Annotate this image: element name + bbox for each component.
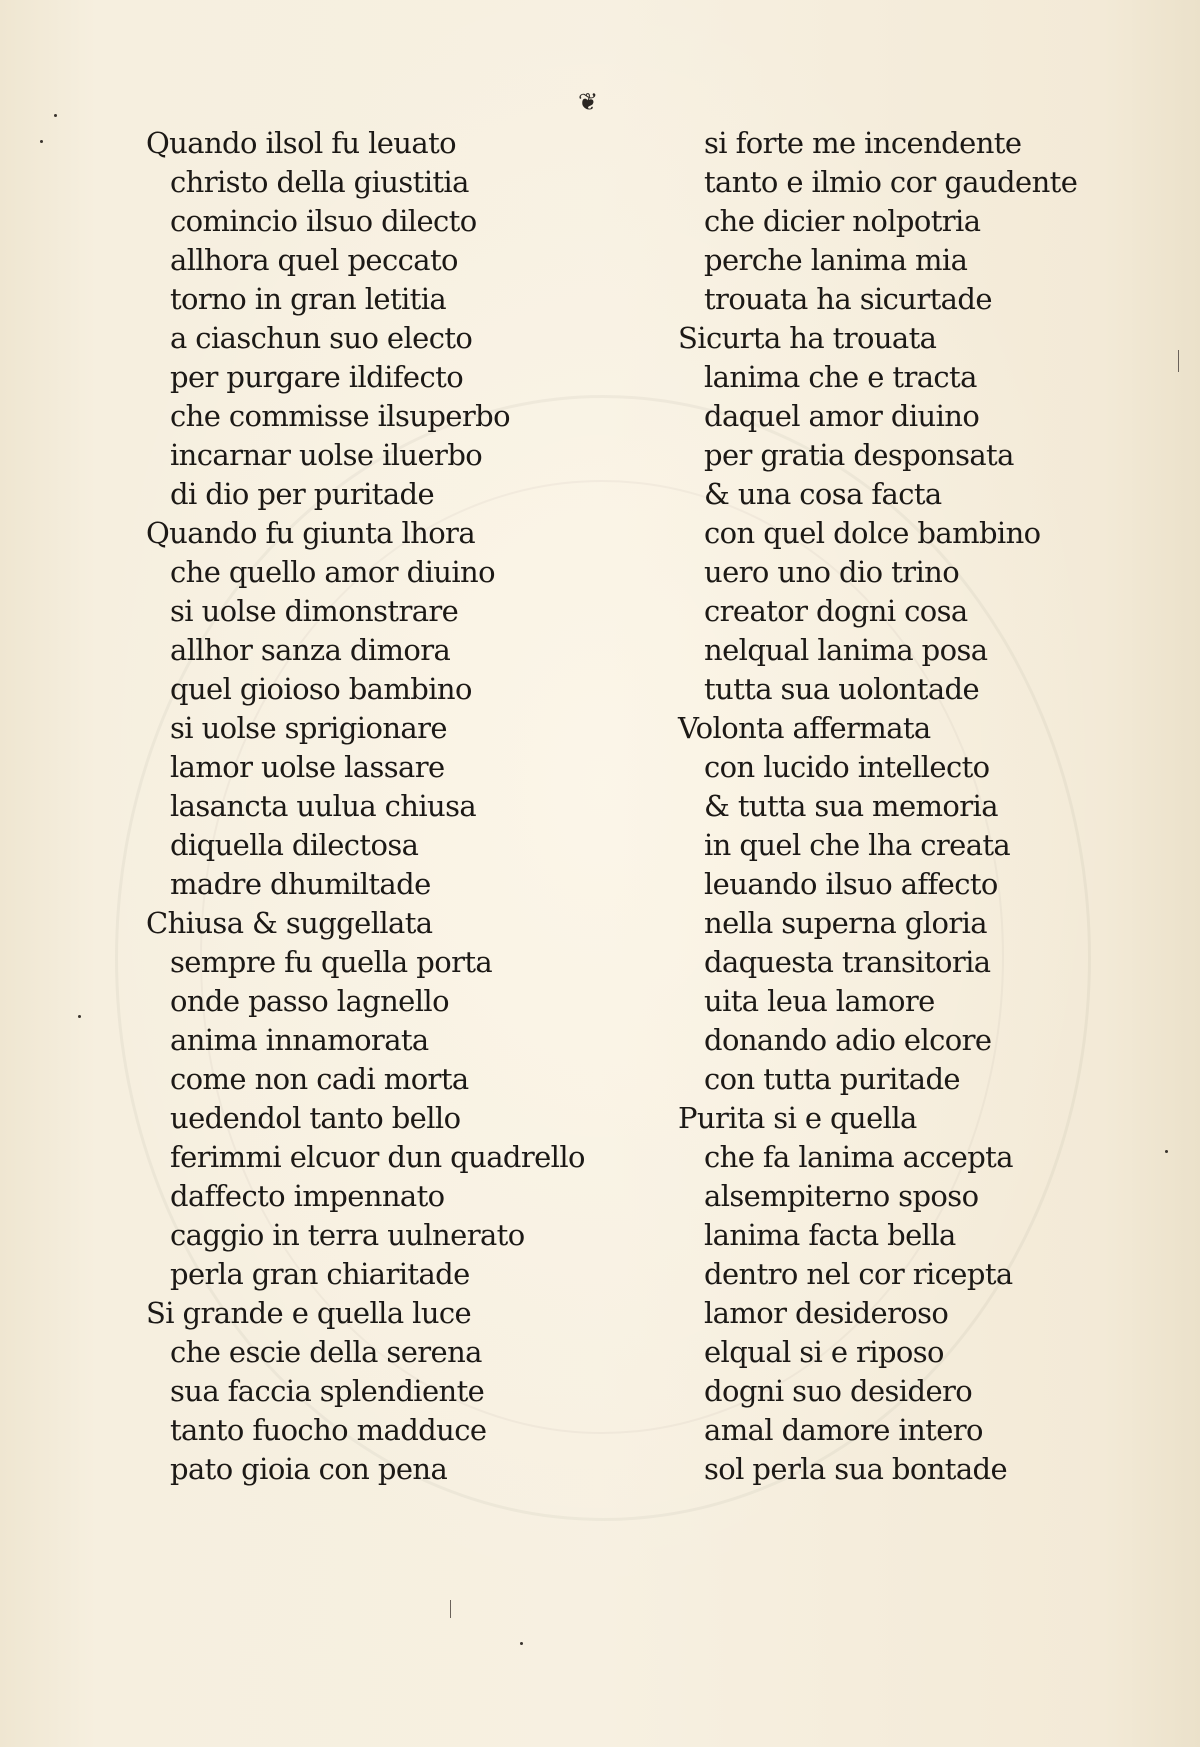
verse-line: diquella dilectosa: [170, 828, 419, 862]
verse-line: che dicier nolpotria: [704, 204, 981, 238]
verse-line: donando adio elcore: [704, 1023, 992, 1057]
header-printer-mark: ❦: [578, 88, 599, 116]
stanza-first-line: Sicurta ha trouata: [678, 321, 937, 355]
verse-line: caggio in terra uulnerato: [170, 1218, 525, 1252]
stanza-first-line: Si grande e quella luce: [146, 1296, 472, 1330]
ink-speck: [54, 114, 57, 117]
verse-line: alsempiterno sposo: [704, 1179, 979, 1213]
verse-line: in quel che lha creata: [704, 828, 1011, 862]
ink-speck: [520, 1642, 523, 1645]
verse-line: dogni suo desidero: [704, 1374, 973, 1408]
stanza-first-line: Volonta affermata: [678, 711, 931, 745]
verse-line: perche lanima mia: [704, 243, 968, 277]
verse-line: che fa lanima accepta: [704, 1140, 1013, 1174]
verse-line: christo della giustitia: [170, 165, 469, 199]
verse-line: si forte me incendente: [704, 126, 1022, 160]
verse-line: allhor sanza dimora: [170, 633, 451, 667]
stanza-first-line: Chiusa & suggellata: [146, 906, 433, 940]
verse-line: creator dogni cosa: [704, 594, 968, 628]
verse-line: con lucido intellecto: [704, 750, 990, 784]
paper-mark: [450, 1600, 451, 1618]
verse-line: elqual si e riposo: [704, 1335, 944, 1369]
verse-line: amal damore intero: [704, 1413, 983, 1447]
verse-line: si uolse dimonstrare: [170, 594, 459, 628]
verse-line: trouata ha sicurtade: [704, 282, 992, 316]
verse-line: & tutta sua memoria: [704, 789, 998, 823]
verse-line: pato gioia con pena: [170, 1452, 448, 1486]
verse-line: onde passo lagnello: [170, 984, 449, 1018]
verse-line: perla gran chiaritade: [170, 1257, 470, 1291]
verse-line: leuando ilsuo affecto: [704, 867, 998, 901]
verse-line: daffecto impennato: [170, 1179, 445, 1213]
verse-line: con tutta puritade: [704, 1062, 960, 1096]
verse-line: si uolse sprigionare: [170, 711, 447, 745]
verse-line: nella superna gloria: [704, 906, 987, 940]
paper-mark: [1178, 350, 1179, 372]
verse-line: ferimmi elcuor dun quadrello: [170, 1140, 585, 1174]
verse-line: lanima facta bella: [704, 1218, 956, 1252]
verse-line: allhora quel peccato: [170, 243, 458, 277]
stanza-first-line: Quando fu giunta lhora: [146, 516, 476, 550]
stanza-first-line: Purita si e quella: [678, 1101, 917, 1135]
verse-line: che quello amor diuino: [170, 555, 495, 589]
verse-line: lamor desideroso: [704, 1296, 949, 1330]
verse-line: con quel dolce bambino: [704, 516, 1041, 550]
verse-line: torno in gran letitia: [170, 282, 447, 316]
verse-line: che escie della serena: [170, 1335, 482, 1369]
stanza-first-line: Quando ilsol fu leuato: [146, 126, 456, 160]
ink-speck: [1165, 1150, 1168, 1153]
verse-line: madre dhumiltade: [170, 867, 431, 901]
verse-line: nelqual lanima posa: [704, 633, 988, 667]
verse-line: per gratia desponsata: [704, 438, 1014, 472]
verse-line: dentro nel cor ricepta: [704, 1257, 1013, 1291]
verse-line: quel gioioso bambino: [170, 672, 472, 706]
verse-line: sua faccia splendiente: [170, 1374, 485, 1408]
verse-line: come non cadi morta: [170, 1062, 469, 1096]
verse-line: per purgare ildifecto: [170, 360, 464, 394]
verse-line: daquel amor diuino: [704, 399, 980, 433]
verse-line: tanto e ilmio cor gaudente: [704, 165, 1078, 199]
verse-line: tanto fuocho madduce: [170, 1413, 487, 1447]
verse-line: daquesta transitoria: [704, 945, 991, 979]
verse-line: lamor uolse lassare: [170, 750, 445, 784]
verse-line: a ciaschun suo electo: [170, 321, 473, 355]
verse-line: anima innamorata: [170, 1023, 429, 1057]
ink-speck: [40, 140, 43, 143]
verse-line: che commisse ilsuperbo: [170, 399, 510, 433]
verse-line: di dio per puritade: [170, 477, 435, 511]
verse-line: & una cosa facta: [704, 477, 942, 511]
verse-line: comincio ilsuo dilecto: [170, 204, 477, 238]
ink-speck: [78, 1015, 81, 1018]
verse-line: incarnar uolse iluerbo: [170, 438, 483, 472]
verse-line: uita leua lamore: [704, 984, 935, 1018]
verse-line: uedendol tanto bello: [170, 1101, 461, 1135]
verse-line: sempre fu quella porta: [170, 945, 493, 979]
verse-line: sol perla sua bontade: [704, 1452, 1008, 1486]
verse-line: tutta sua uolontade: [704, 672, 980, 706]
verse-line: lasancta uulua chiusa: [170, 789, 477, 823]
verse-line: uero uno dio trino: [704, 555, 960, 589]
verse-line: lanima che e tracta: [704, 360, 977, 394]
